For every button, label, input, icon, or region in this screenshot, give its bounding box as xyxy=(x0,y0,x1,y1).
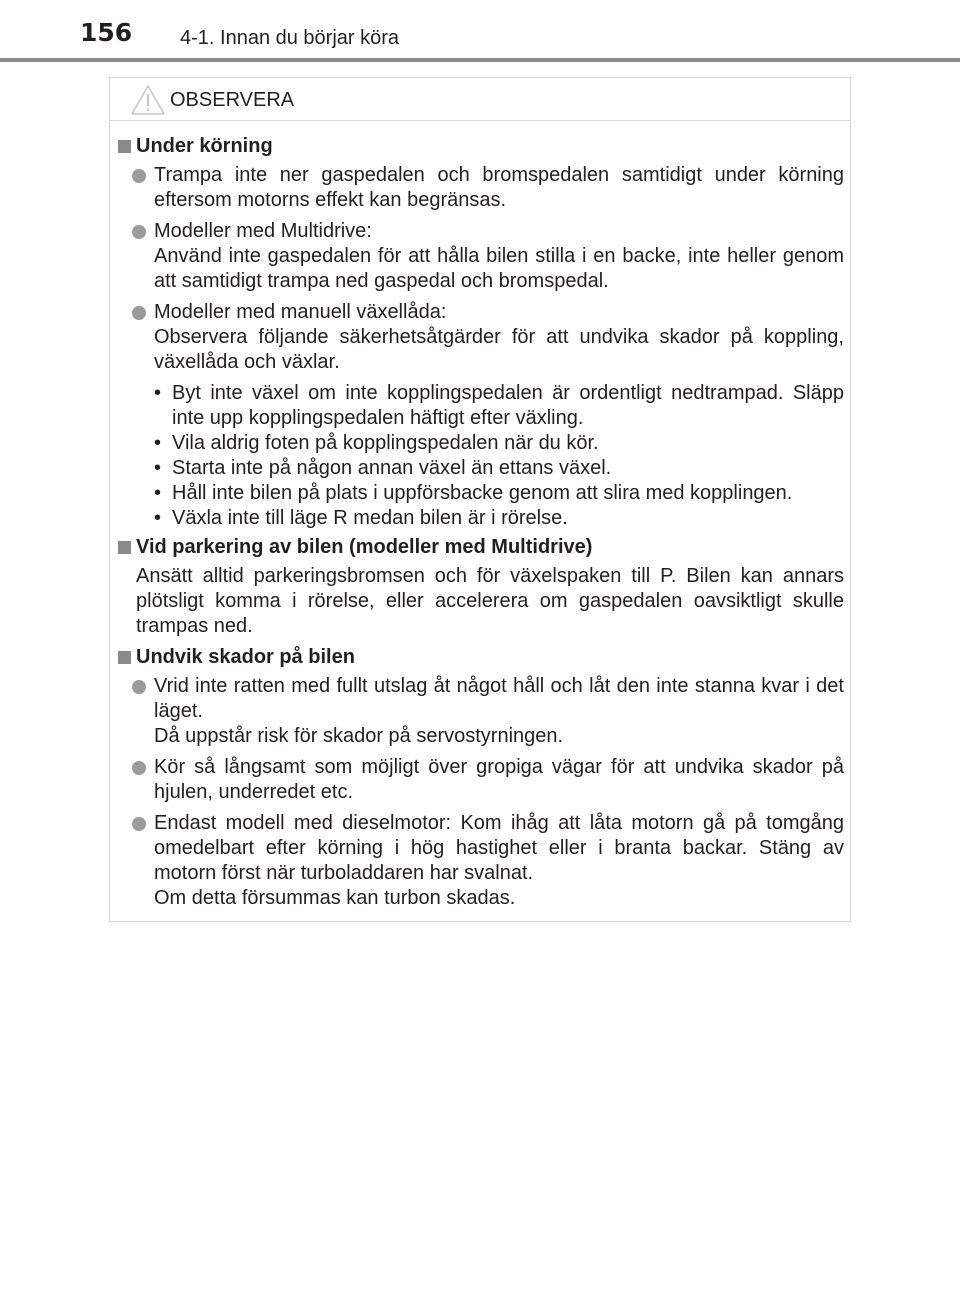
section-heading: Vid parkering av bilen (modeller med Multidrive) xyxy=(118,535,844,560)
caution-title: OBSERVERA xyxy=(170,89,295,111)
paragraph: Ansätt alltid parkeringsbromsen och för växelspaken till P. Bilen kan annars plötsligt komma i rörelse, eller accelerera om gaspedalen oavsiktligt skulle trampas ned. xyxy=(136,565,844,637)
list-item xyxy=(118,219,844,294)
bullet-item: • Växla inte till läge R medan bilen är i rörelse. xyxy=(154,507,568,529)
list-item xyxy=(118,811,844,911)
square-bullet-icon xyxy=(118,651,131,664)
paragraph: Vrid inte ratten med fullt utslag åt något håll och låt den inte stanna kvar i det läget. xyxy=(154,675,844,722)
page-number: 156 xyxy=(80,18,133,47)
paragraph: Då uppstår risk för skador på servostyrningen. xyxy=(154,725,564,747)
paragraph: Observera följande säkerhetsåtgärder för att undvika skador på koppling, växellåda och växlar. xyxy=(154,326,844,373)
paragraph: Modeller med manuell växellåda: xyxy=(154,301,447,323)
list-item xyxy=(118,163,844,213)
bullet-list xyxy=(118,381,844,531)
square-bullet-icon xyxy=(118,140,131,153)
section-title: 4-1. Innan du börjar köra xyxy=(180,27,400,49)
bullet-item: • Vila aldrig foten på kopplingspedalen när du kör. xyxy=(154,432,599,454)
caution-body xyxy=(118,134,844,917)
bullet-item: • Starta inte på någon annan växel än ettans växel. xyxy=(154,457,612,479)
circle-bullet-icon xyxy=(132,680,146,694)
circle-bullet-icon xyxy=(132,225,146,239)
caution-box xyxy=(109,77,851,922)
circle-bullet-icon xyxy=(132,761,146,775)
paragraph: Använd inte gaspedalen för att hålla bilen stilla i en backe, inte heller genom att samtidigt trampa ned gaspedal och bromspedal. xyxy=(154,245,844,292)
list-item xyxy=(118,755,844,805)
bullet-item: • Håll inte bilen på plats i uppförsbacke genom att slira med kopplingen. xyxy=(154,482,793,504)
paragraph: Om detta försummas kan turbon skadas. xyxy=(154,887,516,909)
circle-bullet-icon xyxy=(132,169,146,183)
bullet-item: • Byt inte växel om inte kopplingspedalen är ordentligt nedtrampad. Släpp inte upp kopplingspedalen häftigt efter växling. xyxy=(154,382,844,429)
list-item xyxy=(118,674,844,749)
page-header xyxy=(0,0,960,62)
list-item xyxy=(118,300,844,375)
paragraph: Trampa inte ner gaspedalen och bromspedalen samtidigt under körning eftersom motorns effekt kan begränsas. xyxy=(154,164,844,211)
section-heading: Under körning xyxy=(118,134,844,159)
header-divider xyxy=(0,58,960,62)
warning-triangle-icon xyxy=(130,84,166,116)
paragraph: Endast modell med dieselmotor: Kom ihåg att låta motorn gå på tomgång omedelbart efter körning i hög hastighet eller i branta backar. Stäng av motorn först när turboladdaren har svalnat. xyxy=(154,812,844,884)
section-heading: Undvik skador på bilen xyxy=(118,645,844,670)
circle-bullet-icon xyxy=(132,817,146,831)
paragraph: Kör så långsamt som möjligt över gropiga vägar för att undvika skador på hjulen, underredet etc. xyxy=(154,756,844,803)
paragraph: Modeller med Multidrive: xyxy=(154,220,372,242)
caution-header xyxy=(110,78,850,121)
square-bullet-icon xyxy=(118,541,131,554)
circle-bullet-icon xyxy=(132,306,146,320)
